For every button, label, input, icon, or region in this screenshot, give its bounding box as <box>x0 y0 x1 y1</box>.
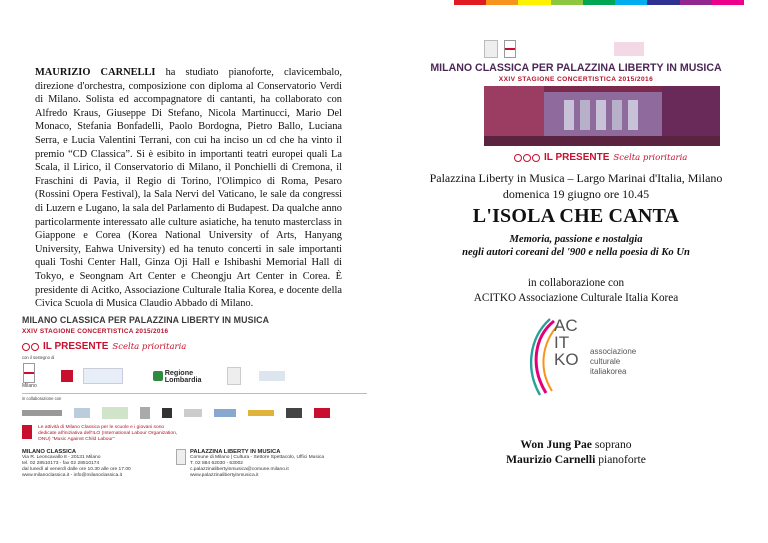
venue <box>384 170 768 202</box>
partner-logo-1 <box>22 410 62 416</box>
performer-2-role: pianoforte <box>598 453 646 466</box>
charity-note <box>22 425 367 443</box>
right-panel <box>384 0 768 543</box>
support-logos <box>22 363 367 389</box>
seal-logo <box>227 367 241 385</box>
rainbow-segment <box>583 0 615 5</box>
ilo-logo <box>22 425 32 439</box>
acitko-letters-1: AC <box>554 316 578 335</box>
venue-date: domenica 19 giugno ore 10.45 <box>502 187 650 201</box>
milano-label: Milano <box>22 383 37 389</box>
presente-label: IL PRESENTE <box>544 152 610 163</box>
performer-1-role: soprano <box>594 438 632 451</box>
sponsor-season: XXIV STAGIONE CONCERTISTICA 2015/2016 <box>22 328 169 335</box>
ministry-logo <box>83 368 123 384</box>
milano-crest-icon <box>504 40 516 58</box>
performer-1-name: Won Jung Pae <box>520 438 592 451</box>
mc-contacts: Via R. Leoncavallo 8 - 20131 Milano tel. 02 28510173 - fax 02 28510174 dal lunedì al venerdì dalle ore 10.30 alle ore 17.00 www.milanoclassica.it - info@milanoclassica.it <box>22 455 131 478</box>
swirl-icon <box>514 154 540 162</box>
charity-text: Le attività di Milano Classica per le scuole e i giovani sono dedicate all'iniziativa dell'ILO (International Labour Organization, ONU) "Music Against Child Labour" <box>38 425 178 442</box>
rainbow-segment <box>712 0 744 5</box>
acitko-logo <box>524 317 654 407</box>
partner-logos <box>22 407 367 419</box>
sponsor-title: MILANO CLASSICA PER PALAZZINA LIBERTY IN MUSICA <box>22 315 270 326</box>
concert-title: L'ISOLA CHE CANTA <box>472 205 680 227</box>
partner-logo-7 <box>214 409 236 417</box>
mc-heading: MILANO CLASSICA <box>22 449 77 455</box>
collab-label: in collaborazione con <box>22 396 62 401</box>
subtitle-line-1: Memoria, passione e nostalgia <box>509 234 643 245</box>
acitko-desc <box>590 347 636 377</box>
collab-line-1: in collaborazione con <box>527 277 625 289</box>
sponsor-footer <box>22 315 367 535</box>
partner-logo-10 <box>314 408 330 418</box>
rainbow-segment <box>454 0 486 5</box>
divider <box>22 393 367 394</box>
collaboration <box>384 276 768 306</box>
rainbow-segment <box>518 0 550 5</box>
partner-logo-6 <box>184 409 202 417</box>
collab-line-2: ACITKO Associazione Culturale Italia Korea <box>473 292 679 304</box>
bio-name: MAURIZIO CARNELLI <box>35 67 156 78</box>
conservatorio-logo <box>102 407 128 419</box>
presente-banner-right <box>514 152 687 163</box>
subtitle-line-2: negli autori coreani del '900 e nella poesia di Ko Un <box>462 247 690 258</box>
milano-crest-icon <box>23 363 35 383</box>
partner-logo-4 <box>140 407 150 419</box>
rainbow-segment <box>486 0 518 5</box>
acitko-letters <box>554 317 579 368</box>
coat-of-arms-icon <box>61 370 73 382</box>
performers <box>384 437 768 467</box>
presente-italic: Scelta prioritaria <box>112 341 187 352</box>
rainbow-segment <box>551 0 583 5</box>
acitko-desc-3: italiakorea <box>590 367 627 376</box>
partner-logo-9 <box>286 408 302 418</box>
milano-classica-logo <box>614 42 644 56</box>
acitko-desc-1: associazione <box>590 347 637 356</box>
acitko-letters-2: IT <box>554 333 570 352</box>
palazzina-illustration <box>484 86 720 146</box>
lombardia-rose-icon <box>153 371 163 381</box>
rainbow-segment <box>680 0 712 5</box>
bio-text: ha studiato pianoforte, clavicembalo, direzione d'orchestra, composizione con diploma al Conservatorio Verdi di Milano. Solista ed accompagnatore di cantanti, ha collaborato con Alfredo Kraus, Giuseppe Di Stefano, Nicola Martinucci, Mario Del Monaco, Stefania Bonfadelli, Paolo Bordogna, Pietro Ballo, Luciana Serra, e Lucia Valentini Terrani, con cui ha inciso un cd che ha vinto il premio “CD Classica”. Si è esibito in importanti teatri europei quali La Scala, il Lirico, il Conservatorio di Milano, il Ponchielli di Cremona, il Fraschini di Pavia, il Regio di Torino, l'Olimpico di Roma, Pesaro (Rossini Opera Festival), la Sala Nervi del Vaticano, le sale da congressi di Luzern e Lugano, la sala del Parlamento di Budapest. Da qualche anno particolarmente interessato alle culture asiatiche, ha tenuto masterclass in Giappone e Corea (Korea National University of Arts, Hanyang University, Eahwa University) ed ha tenuto concerti in sale importanti quali Toshi Center Hall, Ginza Oji Hall e Ishibashi Memorial Hall di Tokyo, e Seongnam Art Center e Cheongju Art Center in Corea. È presidente di Acitko, Associazione Culturale Italia Korea, e docente della Civica Scuola di Musica Claudio Abbado di Milano. <box>35 67 342 310</box>
acitko-desc-2: culturale <box>590 357 621 366</box>
seal-icon <box>484 40 498 58</box>
venue-place: Palazzina Liberty in Musica – Largo Marinai d'Italia, Milano <box>429 171 723 185</box>
regione-label: Regione Lombardia <box>164 368 202 384</box>
fondo-logo <box>259 371 285 381</box>
performer-2 <box>384 452 768 467</box>
rainbow-bar <box>454 0 744 5</box>
presente-banner <box>22 341 367 352</box>
pl-contacts: Comune di Milano | Cultura - Settore Spettacolo, Uffici Musica T. 02 884 62030 - 63002 c.palazzinalibertyinmusica@comune.milano.it www.palazzinalibertyinmusica.it <box>190 455 325 478</box>
palazzina-photo <box>484 86 720 146</box>
partner-logo-8 <box>248 410 274 416</box>
presente-italic: Scelta prioritaria <box>613 152 688 163</box>
partner-logo-5 <box>162 408 172 418</box>
support-label: con il sostegno di <box>22 355 55 360</box>
rainbow-segment <box>615 0 647 5</box>
biography <box>35 66 342 311</box>
swirl-icon <box>22 343 39 351</box>
milano-crest-small-icon <box>176 449 186 465</box>
performer-1 <box>384 437 768 452</box>
concert-subtitle <box>384 233 768 259</box>
presente-label: IL PRESENTE <box>43 341 109 352</box>
acitko-letters-3: KO <box>554 350 579 369</box>
rainbow-segment <box>647 0 679 5</box>
header-season: XXIV STAGIONE CONCERTISTICA 2015/2016 <box>498 76 654 83</box>
pl-heading: PALAZZINA LIBERTY IN MUSICA <box>190 449 281 455</box>
contacts <box>22 449 367 479</box>
partner-logo-2 <box>74 408 90 418</box>
performer-2-name: Maurizio Carnelli <box>506 453 596 466</box>
header-logos <box>484 40 724 60</box>
header-title: MILANO CLASSICA PER PALAZZINA LIBERTY IN MUSICA <box>430 62 722 74</box>
